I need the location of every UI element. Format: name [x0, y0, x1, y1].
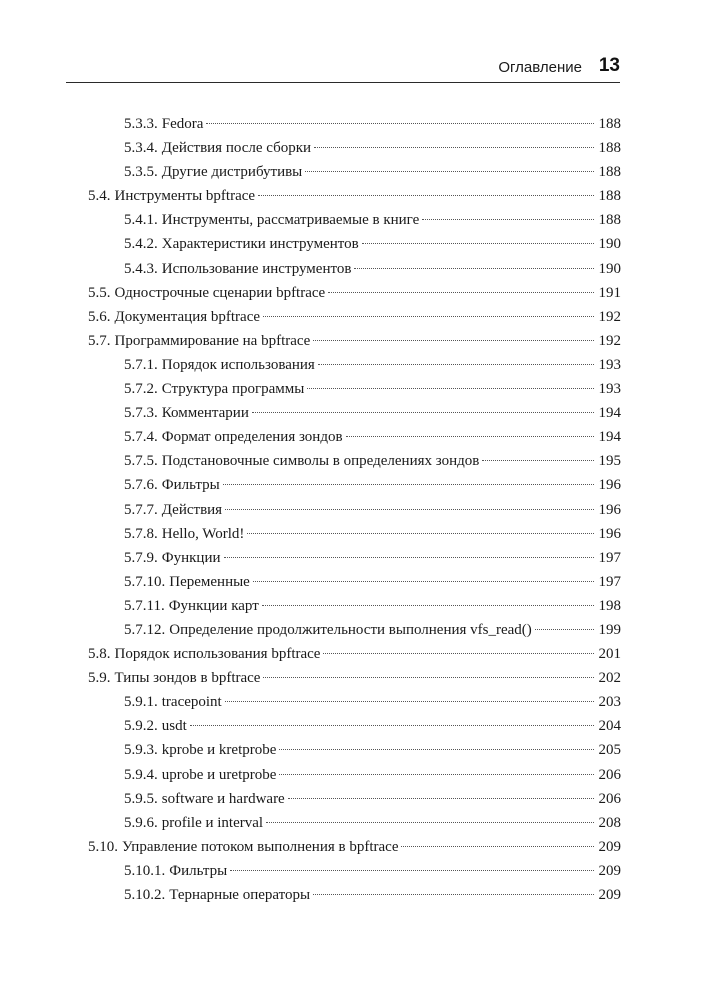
table-of-contents [88, 112, 621, 907]
toc-entry[interactable] [88, 257, 621, 281]
toc-entry-title: Подстановочные символы в определениях зондов [161, 453, 480, 470]
toc-entry-page: 188 [598, 188, 621, 205]
toc-entry-title: kprobe и kretprobe [161, 742, 277, 759]
toc-entry-title: tracepoint [161, 694, 222, 711]
toc-dot-leader [482, 460, 594, 461]
toc-entry-page: 206 [598, 790, 621, 807]
toc-dot-leader [314, 147, 594, 148]
toc-dot-leader [263, 677, 594, 678]
toc-entry-title: uprobe и uretprobe [161, 766, 277, 783]
toc-entry-title: Использование инструментов [161, 260, 352, 277]
toc-dot-leader [288, 798, 594, 799]
toc-entry-page: 196 [598, 525, 621, 542]
toc-entry-number: 5.7.2. [124, 381, 158, 398]
toc-entry-number: 5.9.2. [124, 718, 158, 735]
toc-dot-leader [362, 243, 594, 244]
toc-entry-page: 188 [598, 116, 621, 132]
toc-entry-page: 191 [598, 284, 621, 301]
toc-entry-title: usdt [161, 718, 187, 735]
toc-dot-leader [323, 653, 594, 654]
toc-entry[interactable] [88, 690, 621, 714]
toc-entry-title: Тернарные операторы [169, 887, 311, 903]
toc-entry-page: 190 [598, 236, 621, 253]
toc-entry[interactable] [88, 835, 621, 859]
toc-entry-number: 5.7.7. [124, 501, 158, 518]
toc-entry[interactable] [88, 738, 621, 762]
toc-entry-page: 202 [598, 670, 621, 687]
toc-entry-title: Формат определения зондов [161, 429, 343, 446]
toc-entry-number: 5.8. [88, 646, 111, 663]
toc-dot-leader [190, 725, 594, 726]
toc-entry-number: 5.6. [88, 308, 111, 325]
toc-entry-page: 188 [598, 212, 621, 229]
toc-entry-number: 5.9.5. [124, 790, 158, 807]
toc-entry-number: 5.9.6. [124, 814, 158, 831]
toc-entry[interactable] [88, 160, 621, 184]
toc-entry-number: 5.7.9. [124, 549, 158, 566]
toc-dot-leader [305, 171, 594, 172]
toc-entry[interactable] [88, 329, 621, 353]
toc-entry-page: 196 [598, 501, 621, 518]
toc-entry-title: Fedora [161, 116, 204, 132]
toc-entry-number: 5.7.1. [124, 356, 158, 373]
toc-entry-number: 5.10.2. [124, 887, 166, 903]
toc-entry-title: Порядок использования bpftrace [114, 646, 321, 663]
toc-entry-page: 192 [598, 332, 621, 349]
toc-entry-page: 195 [598, 453, 621, 470]
toc-entry[interactable] [88, 353, 621, 377]
toc-entry[interactable] [88, 208, 621, 232]
toc-entry-number: 5.10.1. [124, 862, 166, 879]
running-header [66, 56, 620, 83]
toc-entry-title: Hello, World! [161, 525, 245, 542]
toc-entry-title: Программирование на bpftrace [114, 332, 311, 349]
toc-dot-leader [247, 533, 594, 534]
toc-entry-number: 5.4.2. [124, 236, 158, 253]
toc-entry-number: 5.7.6. [124, 477, 158, 494]
toc-entry-page: 205 [598, 742, 621, 759]
toc-entry-title: Порядок использования [161, 356, 315, 373]
toc-entry-page: 198 [598, 597, 621, 614]
toc-entry-number: 5.7.3. [124, 405, 158, 422]
running-header-section-title: Оглавление [498, 59, 582, 76]
toc-dot-leader [307, 388, 594, 389]
toc-entry[interactable] [88, 594, 621, 618]
toc-entry[interactable] [88, 714, 621, 738]
toc-entry[interactable] [88, 184, 621, 208]
toc-entry[interactable] [88, 401, 621, 425]
toc-dot-leader [225, 509, 594, 510]
toc-dot-leader [313, 894, 594, 895]
toc-entry[interactable] [88, 883, 621, 907]
toc-entry-number: 5.9. [88, 670, 111, 687]
toc-entry-page: 199 [598, 621, 621, 638]
toc-entry-number: 5.9.1. [124, 694, 158, 711]
toc-dot-leader [422, 219, 594, 220]
toc-entry-title: Действия [161, 501, 223, 518]
toc-dot-leader [328, 292, 594, 293]
toc-entry-page: 188 [598, 164, 621, 181]
toc-entry-page: 209 [598, 862, 621, 879]
toc-dot-leader [206, 123, 594, 124]
toc-entry-page: 204 [598, 718, 621, 735]
toc-entry-page: 206 [598, 766, 621, 783]
toc-entry-page: 194 [598, 405, 621, 422]
toc-entry-title: Комментарии [161, 405, 249, 422]
toc-entry-number: 5.9.4. [124, 766, 158, 783]
toc-entry-number: 5.10. [88, 838, 118, 855]
toc-entry-title: Инструменты, рассматриваемые в книге [161, 212, 420, 229]
toc-entry-page: 209 [598, 838, 621, 855]
toc-entry[interactable] [88, 281, 621, 305]
toc-entry-page: 209 [598, 887, 621, 903]
toc-entry-number: 5.7.11. [124, 597, 165, 614]
toc-entry-page: 190 [598, 260, 621, 277]
toc-entry-title: Функции карт [168, 597, 259, 614]
toc-entry-number: 5.4.3. [124, 260, 158, 277]
toc-entry-page: 192 [598, 308, 621, 325]
toc-entry[interactable] [88, 859, 621, 883]
toc-entry-title: Фильтры [169, 862, 228, 879]
toc-entry-number: 5.7.5. [124, 453, 158, 470]
toc-entry-title: Управление потоком выполнения в bpftrace [122, 838, 399, 855]
toc-entry[interactable] [88, 449, 621, 473]
toc-entry-page: 208 [598, 814, 621, 831]
toc-entry-number: 5.3.3. [124, 116, 158, 132]
toc-entry[interactable] [88, 522, 621, 546]
toc-dot-leader [253, 581, 594, 582]
toc-entry[interactable] [88, 425, 621, 449]
toc-dot-leader [535, 629, 594, 630]
toc-entry[interactable] [88, 811, 621, 835]
toc-entry-page: 188 [598, 140, 621, 157]
toc-entry-title: software и hardware [161, 790, 285, 807]
toc-entry-title: Определение продолжительности выполнения vfs_read() [169, 621, 532, 638]
toc-dot-leader [230, 870, 594, 871]
toc-entry[interactable] [88, 232, 621, 256]
toc-entry-page: 193 [598, 356, 621, 373]
toc-entry-page: 197 [598, 573, 621, 590]
toc-dot-leader [346, 436, 594, 437]
toc-entry-number: 5.3.4. [124, 140, 158, 157]
toc-entry-number: 5.9.3. [124, 742, 158, 759]
toc-entry[interactable] [88, 473, 621, 497]
toc-entry-title: Переменные [169, 573, 250, 590]
toc-entry[interactable] [88, 570, 621, 594]
toc-entry[interactable] [88, 787, 621, 811]
toc-entry-number: 5.5. [88, 284, 111, 301]
toc-entry[interactable] [88, 305, 621, 329]
toc-entry-number: 5.7.8. [124, 525, 158, 542]
toc-entry-title: Типы зондов в bpftrace [114, 670, 261, 687]
toc-entry-title: Функции [161, 549, 221, 566]
toc-entry-page: 201 [598, 646, 621, 663]
toc-entry-number: 5.4.1. [124, 212, 158, 229]
toc-dot-leader [318, 364, 594, 365]
toc-entry-number: 5.7. [88, 332, 111, 349]
toc-entry-title: Другие дистрибутивы [161, 164, 303, 181]
toc-entry-title: Инструменты bpftrace [114, 188, 256, 205]
toc-entry[interactable] [88, 666, 621, 690]
toc-entry-title: Действия после сборки [161, 140, 312, 157]
toc-dot-leader [263, 316, 594, 317]
toc-entry-title: Фильтры [161, 477, 220, 494]
toc-entry-page: 203 [598, 694, 621, 711]
toc-entry-number: 5.7.12. [124, 621, 166, 638]
toc-dot-leader [354, 268, 594, 269]
toc-entry-page: 193 [598, 381, 621, 398]
toc-entry-number: 5.7.4. [124, 429, 158, 446]
toc-dot-leader [401, 846, 594, 847]
toc-dot-leader [258, 195, 594, 196]
toc-dot-leader [279, 749, 594, 750]
toc-entry-title: Характеристики инструментов [161, 236, 359, 253]
toc-entry[interactable] [88, 136, 621, 160]
toc-entry-title: Структура программы [161, 381, 305, 398]
toc-entry-page: 196 [598, 477, 621, 494]
toc-entry[interactable] [88, 498, 621, 522]
toc-dot-leader [223, 484, 594, 485]
toc-entry-number: 5.4. [88, 188, 111, 205]
toc-entry-title: Однострочные сценарии bpftrace [114, 284, 326, 301]
toc-entry[interactable] [88, 618, 621, 642]
toc-dot-leader [225, 701, 594, 702]
toc-entry-number: 5.7.10. [124, 573, 166, 590]
toc-dot-leader [279, 774, 594, 775]
page-number: 13 [598, 55, 620, 76]
toc-entry[interactable] [88, 377, 621, 401]
toc-entry-page: 194 [598, 429, 621, 446]
toc-dot-leader [313, 340, 594, 341]
toc-entry[interactable] [88, 112, 621, 136]
toc-entry[interactable] [88, 546, 621, 570]
toc-entry-number: 5.3.5. [124, 164, 158, 181]
toc-dot-leader [262, 605, 594, 606]
toc-dot-leader [266, 822, 594, 823]
toc-dot-leader [224, 557, 595, 558]
toc-entry[interactable] [88, 642, 621, 666]
toc-entry[interactable] [88, 763, 621, 787]
toc-entry-title: Документация bpftrace [114, 308, 261, 325]
toc-entry-title: profile и interval [161, 814, 264, 831]
toc-dot-leader [252, 412, 594, 413]
toc-entry-page: 197 [598, 549, 621, 566]
